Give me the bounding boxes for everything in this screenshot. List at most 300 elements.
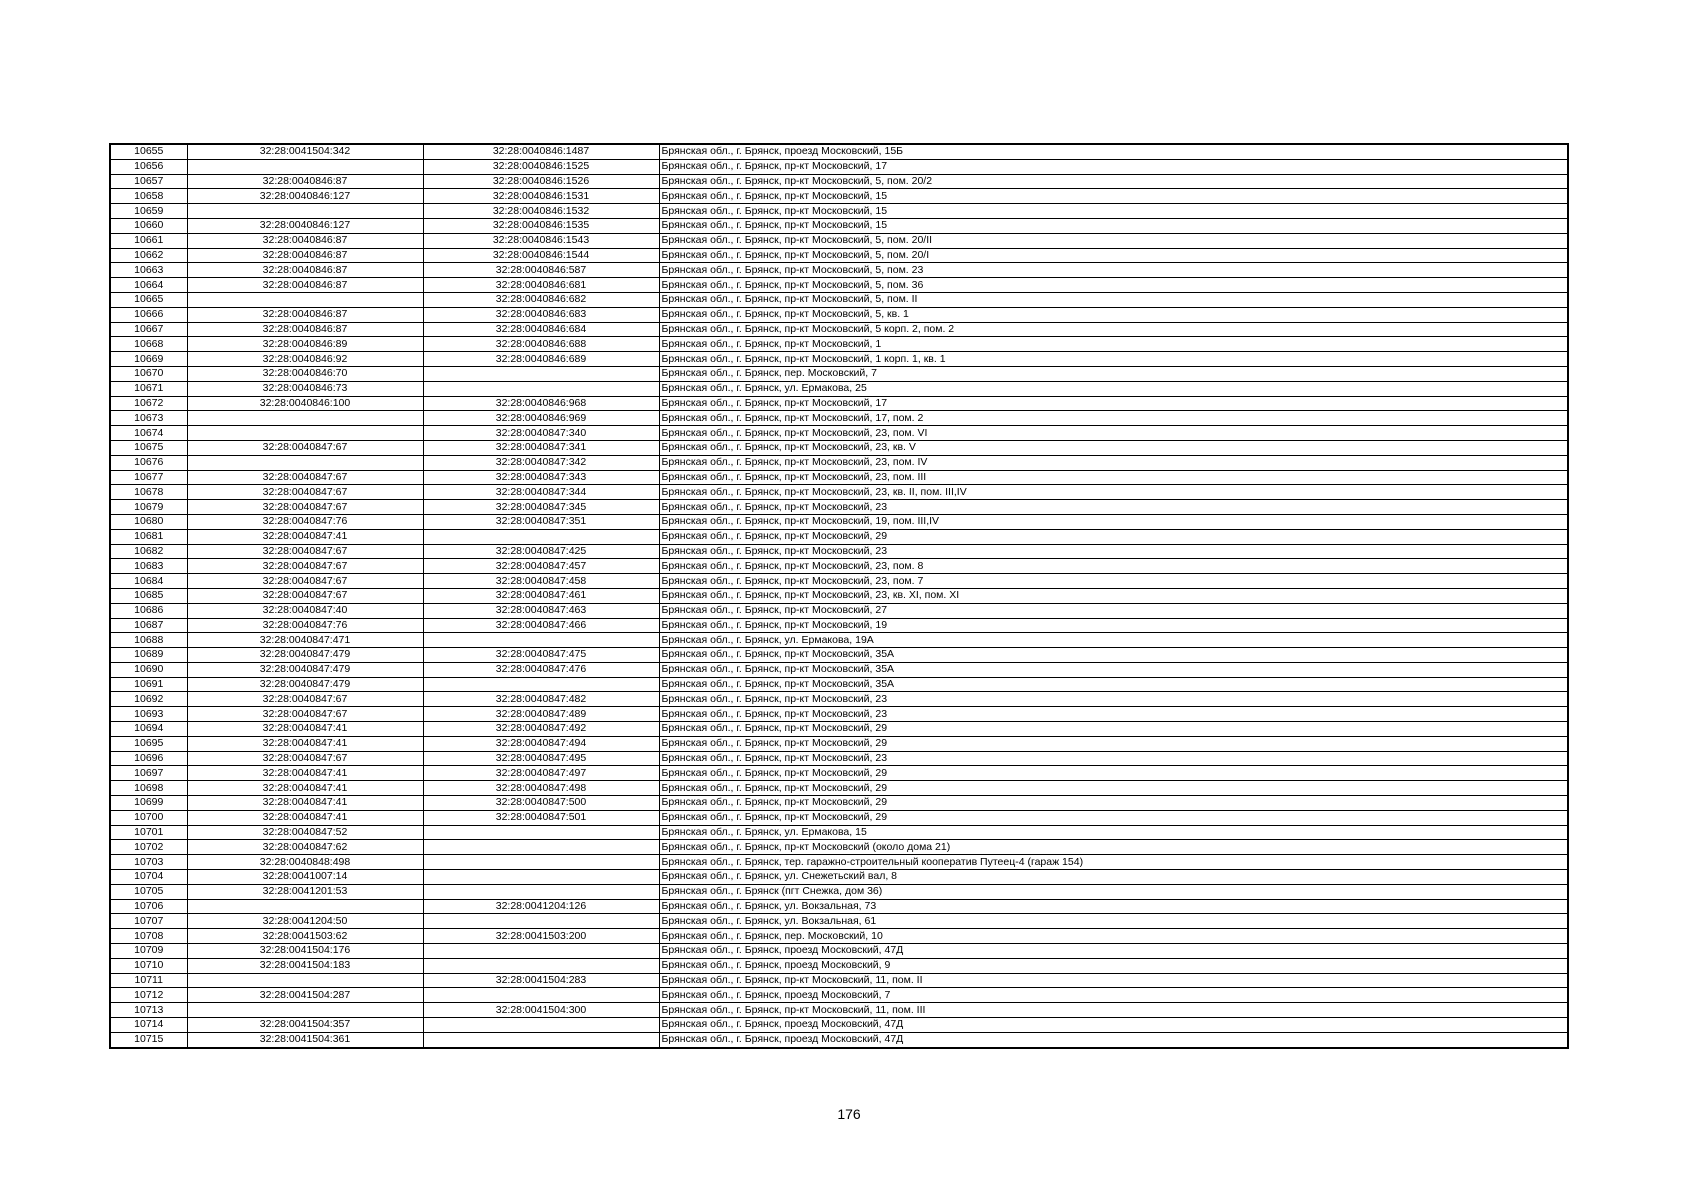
building-number-cell: 32:28:0040847:351 — [423, 514, 659, 529]
building-number-cell: 32:28:0040847:489 — [423, 707, 659, 722]
building-number-cell: 32:28:0040846:1543 — [423, 233, 659, 248]
table-row — [110, 929, 1568, 944]
building-number-cell — [423, 1018, 659, 1033]
building-number-cell: 32:28:0041504:300 — [423, 1003, 659, 1018]
row-number-cell: 10693 — [110, 707, 187, 722]
parcel-number-cell: 32:28:0040846:87 — [187, 307, 423, 322]
parcel-number-cell: 32:28:0040846:89 — [187, 337, 423, 352]
table-row — [110, 766, 1568, 781]
address-cell: Брянская обл., г. Брянск, пр-кт Московский, 11, пом. II — [659, 973, 1568, 988]
table-row — [110, 381, 1568, 396]
building-number-cell: 32:28:0040846:684 — [423, 322, 659, 337]
building-number-cell — [423, 840, 659, 855]
table-row — [110, 736, 1568, 751]
building-number-cell: 32:28:0040847:457 — [423, 559, 659, 574]
building-number-cell: 32:28:0041204:126 — [423, 899, 659, 914]
row-number-cell: 10713 — [110, 1003, 187, 1018]
address-cell: Брянская обл., г. Брянск, пр-кт Московский, 5, пом. 20/I — [659, 248, 1568, 263]
parcel-number-cell — [187, 411, 423, 426]
address-cell: Брянская обл., г. Брянск, пр-кт Московский, 19 — [659, 618, 1568, 633]
parcel-number-cell: 32:28:0040847:67 — [187, 574, 423, 589]
building-number-cell: 32:28:0040847:463 — [423, 603, 659, 618]
table-row — [110, 529, 1568, 544]
parcel-number-cell: 32:28:0040846:87 — [187, 174, 423, 189]
parcel-number-cell: 32:28:0040847:41 — [187, 796, 423, 811]
building-number-cell: 32:28:0040847:498 — [423, 781, 659, 796]
building-number-cell: 32:28:0040847:475 — [423, 648, 659, 663]
building-number-cell — [423, 677, 659, 692]
parcel-number-cell: 32:28:0040847:40 — [187, 603, 423, 618]
row-number-cell: 10676 — [110, 455, 187, 470]
building-number-cell: 32:28:0041503:200 — [423, 929, 659, 944]
building-number-cell: 32:28:0040846:682 — [423, 292, 659, 307]
table-row — [110, 204, 1568, 219]
row-number-cell: 10692 — [110, 692, 187, 707]
address-cell: Брянская обл., г. Брянск, пр-кт Московский, 27 — [659, 603, 1568, 618]
address-cell: Брянская обл., г. Брянск, пр-кт Московский, 29 — [659, 766, 1568, 781]
building-number-cell — [423, 855, 659, 870]
row-number-cell: 10670 — [110, 366, 187, 381]
address-cell: Брянская обл., г. Брянск, пр-кт Московский, 11, пом. III — [659, 1003, 1568, 1018]
row-number-cell: 10666 — [110, 307, 187, 322]
table-row — [110, 396, 1568, 411]
row-number-cell: 10704 — [110, 870, 187, 885]
row-number-cell: 10664 — [110, 278, 187, 293]
table-row — [110, 973, 1568, 988]
building-number-cell: 32:28:0040846:1535 — [423, 218, 659, 233]
address-cell: Брянская обл., г. Брянск, пр-кт Московский, 5, кв. 1 — [659, 307, 1568, 322]
address-cell: Брянская обл., г. Брянск, пр-кт Московский, 5, пом. 23 — [659, 263, 1568, 278]
parcel-number-cell — [187, 455, 423, 470]
table-row — [110, 455, 1568, 470]
building-number-cell: 32:28:0040847:482 — [423, 692, 659, 707]
land-registry-table — [109, 143, 1569, 1049]
address-cell: Брянская обл., г. Брянск, ул. Вокзальная, 61 — [659, 914, 1568, 929]
parcel-number-cell — [187, 426, 423, 441]
table-row — [110, 366, 1568, 381]
address-cell: Брянская обл., г. Брянск, ул. Ермакова, 25 — [659, 381, 1568, 396]
building-number-cell: 32:28:0040847:425 — [423, 544, 659, 559]
building-number-cell — [423, 825, 659, 840]
building-number-cell: 32:28:0040846:968 — [423, 396, 659, 411]
table-row — [110, 958, 1568, 973]
row-number-cell: 10701 — [110, 825, 187, 840]
address-cell: Брянская обл., г. Брянск, пер. Московский, 7 — [659, 366, 1568, 381]
building-number-cell: 32:28:0040847:476 — [423, 662, 659, 677]
table-row — [110, 485, 1568, 500]
building-number-cell: 32:28:0040846:969 — [423, 411, 659, 426]
address-cell: Брянская обл., г. Брянск, пр-кт Московский, 23 — [659, 544, 1568, 559]
parcel-number-cell: 32:28:0040846:87 — [187, 263, 423, 278]
row-number-cell: 10661 — [110, 233, 187, 248]
parcel-number-cell: 32:28:0041504:342 — [187, 144, 423, 159]
table-row — [110, 633, 1568, 648]
parcel-number-cell: 32:28:0040847:67 — [187, 588, 423, 603]
parcel-number-cell: 32:28:0040847:67 — [187, 440, 423, 455]
table-row — [110, 352, 1568, 367]
parcel-number-cell: 32:28:0040847:67 — [187, 707, 423, 722]
parcel-number-cell: 32:28:0041204:50 — [187, 914, 423, 929]
building-number-cell: 32:28:0040847:494 — [423, 736, 659, 751]
address-cell: Брянская обл., г. Брянск, проезд Московский, 47Д — [659, 944, 1568, 959]
address-cell: Брянская обл., г. Брянск, пр-кт Московский, 15 — [659, 204, 1568, 219]
row-number-cell: 10715 — [110, 1032, 187, 1047]
table-row — [110, 899, 1568, 914]
building-number-cell — [423, 633, 659, 648]
address-cell: Брянская обл., г. Брянск, пр-кт Московский, 23 — [659, 500, 1568, 515]
parcel-number-cell: 32:28:0040848:498 — [187, 855, 423, 870]
parcel-number-cell: 32:28:0041504:183 — [187, 958, 423, 973]
building-number-cell: 32:28:0041504:283 — [423, 973, 659, 988]
row-number-cell: 10671 — [110, 381, 187, 396]
building-number-cell: 32:28:0040847:500 — [423, 796, 659, 811]
table-row — [110, 677, 1568, 692]
table-row — [110, 278, 1568, 293]
row-number-cell: 10707 — [110, 914, 187, 929]
table-row — [110, 470, 1568, 485]
table-row — [110, 840, 1568, 855]
parcel-number-cell: 32:28:0040847:41 — [187, 766, 423, 781]
parcel-number-cell: 32:28:0041201:53 — [187, 884, 423, 899]
parcel-number-cell: 32:28:0040847:67 — [187, 559, 423, 574]
building-number-cell: 32:28:0040846:1526 — [423, 174, 659, 189]
parcel-number-cell: 32:28:0041504:361 — [187, 1032, 423, 1047]
row-number-cell: 10665 — [110, 292, 187, 307]
address-cell: Брянская обл., г. Брянск, пр-кт Московский, 29 — [659, 810, 1568, 825]
table-row — [110, 648, 1568, 663]
address-cell: Брянская обл., г. Брянск, пр-кт Московский, 23, пом. IV — [659, 455, 1568, 470]
address-cell: Брянская обл., г. Брянск, пр-кт Московский, 5, пом. 20/2 — [659, 174, 1568, 189]
row-number-cell: 10683 — [110, 559, 187, 574]
row-number-cell: 10659 — [110, 204, 187, 219]
address-cell: Брянская обл., г. Брянск, пр-кт Московский, 23 — [659, 751, 1568, 766]
address-cell: Брянская обл., г. Брянск, пр-кт Московский, 29 — [659, 736, 1568, 751]
address-cell: Брянская обл., г. Брянск, ул. Снежетьский вал, 8 — [659, 870, 1568, 885]
building-number-cell — [423, 988, 659, 1003]
row-number-cell: 10688 — [110, 633, 187, 648]
address-cell: Брянская обл., г. Брянск, пр-кт Московский, 29 — [659, 796, 1568, 811]
building-number-cell: 32:28:0040846:1487 — [423, 144, 659, 159]
address-cell: Брянская обл., г. Брянск, пр-кт Московский, 35А — [659, 677, 1568, 692]
address-cell: Брянская обл., г. Брянск, пр-кт Московский, 19, пом. III,IV — [659, 514, 1568, 529]
address-cell: Брянская обл., г. Брянск, пр-кт Московский, 23, пом. VI — [659, 426, 1568, 441]
parcel-number-cell: 32:28:0040847:67 — [187, 544, 423, 559]
row-number-cell: 10687 — [110, 618, 187, 633]
parcel-number-cell: 32:28:0040847:62 — [187, 840, 423, 855]
building-number-cell: 32:28:0040846:1531 — [423, 189, 659, 204]
building-number-cell: 32:28:0040846:587 — [423, 263, 659, 278]
building-number-cell — [423, 884, 659, 899]
parcel-number-cell: 32:28:0041007:14 — [187, 870, 423, 885]
parcel-number-cell: 32:28:0040846:87 — [187, 233, 423, 248]
row-number-cell: 10696 — [110, 751, 187, 766]
table-row — [110, 751, 1568, 766]
address-cell: Брянская обл., г. Брянск, пр-кт Московский, 15 — [659, 189, 1568, 204]
parcel-number-cell: 32:28:0040847:52 — [187, 825, 423, 840]
building-number-cell: 32:28:0040846:1532 — [423, 204, 659, 219]
building-number-cell: 32:28:0040846:688 — [423, 337, 659, 352]
building-number-cell: 32:28:0040846:689 — [423, 352, 659, 367]
row-number-cell: 10682 — [110, 544, 187, 559]
row-number-cell: 10672 — [110, 396, 187, 411]
table-row — [110, 189, 1568, 204]
row-number-cell: 10668 — [110, 337, 187, 352]
building-number-cell — [423, 870, 659, 885]
address-cell: Брянская обл., г. Брянск, пр-кт Московский, 23, пом. III — [659, 470, 1568, 485]
row-number-cell: 10660 — [110, 218, 187, 233]
row-number-cell: 10669 — [110, 352, 187, 367]
parcel-number-cell: 32:28:0040847:479 — [187, 677, 423, 692]
row-number-cell: 10708 — [110, 929, 187, 944]
table-row — [110, 722, 1568, 737]
parcel-number-cell: 32:28:0040847:76 — [187, 618, 423, 633]
table-row — [110, 307, 1568, 322]
parcel-number-cell: 32:28:0040847:67 — [187, 500, 423, 515]
parcel-number-cell: 32:28:0040846:92 — [187, 352, 423, 367]
address-cell: Брянская обл., г. Брянск, тер. гаражно-строительный кооператив Путеец-4 (гараж 154) — [659, 855, 1568, 870]
parcel-number-cell: 32:28:0040846:87 — [187, 248, 423, 263]
table-row — [110, 337, 1568, 352]
parcel-number-cell: 32:28:0040847:41 — [187, 529, 423, 544]
parcel-number-cell: 32:28:0040846:100 — [187, 396, 423, 411]
table-row — [110, 781, 1568, 796]
parcel-number-cell: 32:28:0040847:67 — [187, 692, 423, 707]
table-row — [110, 618, 1568, 633]
building-number-cell: 32:28:0040847:492 — [423, 722, 659, 737]
address-cell: Брянская обл., г. Брянск, пр-кт Московский, 29 — [659, 722, 1568, 737]
parcel-number-cell: 32:28:0040847:76 — [187, 514, 423, 529]
building-number-cell — [423, 529, 659, 544]
address-cell: Брянская обл., г. Брянск, пр-кт Московский, 1 — [659, 337, 1568, 352]
address-cell: Брянская обл., г. Брянск, проезд Московский, 47Д — [659, 1018, 1568, 1033]
address-cell: Брянская обл., г. Брянск, проезд Московский, 9 — [659, 958, 1568, 973]
address-cell: Брянская обл., г. Брянск, пр-кт Московский, 15 — [659, 218, 1568, 233]
address-cell: Брянская обл., г. Брянск, пр-кт Московский, 35А — [659, 662, 1568, 677]
table-row — [110, 174, 1568, 189]
row-number-cell: 10689 — [110, 648, 187, 663]
table-row — [110, 322, 1568, 337]
parcel-number-cell: 32:28:0040847:41 — [187, 736, 423, 751]
building-number-cell: 32:28:0040847:341 — [423, 440, 659, 455]
address-cell: Брянская обл., г. Брянск, пр-кт Московский, 23 — [659, 692, 1568, 707]
building-number-cell: 32:28:0040846:1544 — [423, 248, 659, 263]
parcel-number-cell: 32:28:0040847:41 — [187, 781, 423, 796]
address-cell: Брянская обл., г. Брянск, пр-кт Московский, 1 корп. 1, кв. 1 — [659, 352, 1568, 367]
address-cell: Брянская обл., г. Брянск (пгт Снежка, дом 36) — [659, 884, 1568, 899]
table-row — [110, 144, 1568, 159]
row-number-cell: 10673 — [110, 411, 187, 426]
address-cell: Брянская обл., г. Брянск, пр-кт Московский, 23, кв. II, пом. III,IV — [659, 485, 1568, 500]
parcel-number-cell: 32:28:0041504:287 — [187, 988, 423, 1003]
row-number-cell: 10691 — [110, 677, 187, 692]
table-row — [110, 810, 1568, 825]
parcel-number-cell: 32:28:0040847:67 — [187, 751, 423, 766]
building-number-cell: 32:28:0040846:1525 — [423, 159, 659, 174]
table-row — [110, 514, 1568, 529]
building-number-cell: 32:28:0040847:342 — [423, 455, 659, 470]
address-cell: Брянская обл., г. Брянск, пр-кт Московский (около дома 21) — [659, 840, 1568, 855]
row-number-cell: 10662 — [110, 248, 187, 263]
building-number-cell: 32:28:0040847:501 — [423, 810, 659, 825]
address-cell: Брянская обл., г. Брянск, пр-кт Московский, 35А — [659, 648, 1568, 663]
building-number-cell — [423, 958, 659, 973]
table-row — [110, 914, 1568, 929]
parcel-number-cell — [187, 292, 423, 307]
row-number-cell: 10685 — [110, 588, 187, 603]
row-number-cell: 10706 — [110, 899, 187, 914]
parcel-number-cell: 32:28:0040847:479 — [187, 662, 423, 677]
address-cell: Брянская обл., г. Брянск, пр-кт Московский, 29 — [659, 529, 1568, 544]
building-number-cell: 32:28:0040846:683 — [423, 307, 659, 322]
row-number-cell: 10680 — [110, 514, 187, 529]
table-row — [110, 440, 1568, 455]
table-row — [110, 574, 1568, 589]
address-cell: Брянская обл., г. Брянск, пр-кт Московский, 17, пом. 2 — [659, 411, 1568, 426]
row-number-cell: 10710 — [110, 958, 187, 973]
row-number-cell: 10709 — [110, 944, 187, 959]
address-cell: Брянская обл., г. Брянск, пр-кт Московский, 5, пом. 20/II — [659, 233, 1568, 248]
row-number-cell: 10702 — [110, 840, 187, 855]
row-number-cell: 10700 — [110, 810, 187, 825]
table-row — [110, 855, 1568, 870]
row-number-cell: 10712 — [110, 988, 187, 1003]
table-row — [110, 411, 1568, 426]
row-number-cell: 10677 — [110, 470, 187, 485]
row-number-cell: 10675 — [110, 440, 187, 455]
table-row — [110, 603, 1568, 618]
table-row — [110, 870, 1568, 885]
parcel-number-cell — [187, 204, 423, 219]
row-number-cell: 10694 — [110, 722, 187, 737]
row-number-cell: 10657 — [110, 174, 187, 189]
building-number-cell: 32:28:0040847:344 — [423, 485, 659, 500]
row-number-cell: 10697 — [110, 766, 187, 781]
building-number-cell: 32:28:0040846:681 — [423, 278, 659, 293]
building-number-cell: 32:28:0040847:461 — [423, 588, 659, 603]
parcel-number-cell — [187, 899, 423, 914]
address-cell: Брянская обл., г. Брянск, проезд Московский, 47Д — [659, 1032, 1568, 1047]
parcel-number-cell — [187, 973, 423, 988]
address-cell: Брянская обл., г. Брянск, проезд Московский, 7 — [659, 988, 1568, 1003]
building-number-cell: 32:28:0040847:466 — [423, 618, 659, 633]
parcel-number-cell: 32:28:0040847:67 — [187, 470, 423, 485]
table-row — [110, 692, 1568, 707]
table-row — [110, 1003, 1568, 1018]
parcel-number-cell: 32:28:0041503:62 — [187, 929, 423, 944]
address-cell: Брянская обл., г. Брянск, пр-кт Московский, 17 — [659, 396, 1568, 411]
address-cell: Брянская обл., г. Брянск, пр-кт Московский, 5, пом. II — [659, 292, 1568, 307]
row-number-cell: 10678 — [110, 485, 187, 500]
table-row — [110, 263, 1568, 278]
building-number-cell: 32:28:0040847:340 — [423, 426, 659, 441]
row-number-cell: 10690 — [110, 662, 187, 677]
building-number-cell — [423, 944, 659, 959]
parcel-number-cell: 32:28:0040847:41 — [187, 810, 423, 825]
page-number: 176 — [837, 1106, 861, 1122]
building-number-cell: 32:28:0040847:495 — [423, 751, 659, 766]
table-row — [110, 662, 1568, 677]
row-number-cell: 10711 — [110, 973, 187, 988]
table-row — [110, 159, 1568, 174]
row-number-cell: 10705 — [110, 884, 187, 899]
address-cell: Брянская обл., г. Брянск, пр-кт Московский, 5, пом. 36 — [659, 278, 1568, 293]
parcel-number-cell — [187, 159, 423, 174]
building-number-cell: 32:28:0040847:458 — [423, 574, 659, 589]
address-cell: Брянская обл., г. Брянск, пр-кт Московский, 29 — [659, 781, 1568, 796]
row-number-cell: 10695 — [110, 736, 187, 751]
row-number-cell: 10674 — [110, 426, 187, 441]
row-number-cell: 10663 — [110, 263, 187, 278]
parcel-number-cell: 32:28:0040847:479 — [187, 648, 423, 663]
address-cell: Брянская обл., г. Брянск, пр-кт Московский, 23, кв. V — [659, 440, 1568, 455]
table-row — [110, 825, 1568, 840]
parcel-number-cell: 32:28:0041504:176 — [187, 944, 423, 959]
row-number-cell: 10699 — [110, 796, 187, 811]
table-row — [110, 559, 1568, 574]
table-row — [110, 292, 1568, 307]
parcel-number-cell: 32:28:0040846:87 — [187, 322, 423, 337]
address-cell: Брянская обл., г. Брянск, пр-кт Московский, 23, пом. 7 — [659, 574, 1568, 589]
parcel-number-cell: 32:28:0040846:73 — [187, 381, 423, 396]
table-row — [110, 707, 1568, 722]
row-number-cell: 10714 — [110, 1018, 187, 1033]
table-row — [110, 1018, 1568, 1033]
table-row — [110, 588, 1568, 603]
parcel-number-cell: 32:28:0041504:357 — [187, 1018, 423, 1033]
table-row — [110, 1032, 1568, 1047]
address-cell: Брянская обл., г. Брянск, проезд Московский, 15Б — [659, 144, 1568, 159]
address-cell: Брянская обл., г. Брянск, ул. Ермакова, 15 — [659, 825, 1568, 840]
table-body — [110, 144, 1568, 1048]
table-row — [110, 884, 1568, 899]
table-row — [110, 500, 1568, 515]
building-number-cell: 32:28:0040847:345 — [423, 500, 659, 515]
table-row — [110, 218, 1568, 233]
row-number-cell: 10698 — [110, 781, 187, 796]
parcel-number-cell: 32:28:0040846:127 — [187, 218, 423, 233]
address-cell: Брянская обл., г. Брянск, пр-кт Московский, 23, пом. 8 — [659, 559, 1568, 574]
address-cell: Брянская обл., г. Брянск, пр-кт Московский, 5 корп. 2, пом. 2 — [659, 322, 1568, 337]
row-number-cell: 10684 — [110, 574, 187, 589]
parcel-number-cell: 32:28:0040847:471 — [187, 633, 423, 648]
table-row — [110, 944, 1568, 959]
table-row — [110, 544, 1568, 559]
table-row — [110, 988, 1568, 1003]
table-row — [110, 233, 1568, 248]
row-number-cell: 10655 — [110, 144, 187, 159]
row-number-cell: 10681 — [110, 529, 187, 544]
building-number-cell: 32:28:0040847:497 — [423, 766, 659, 781]
table-row — [110, 426, 1568, 441]
address-cell: Брянская обл., г. Брянск, пер. Московский, 10 — [659, 929, 1568, 944]
parcel-number-cell: 32:28:0040847:41 — [187, 722, 423, 737]
address-cell: Брянская обл., г. Брянск, ул. Вокзальная, 73 — [659, 899, 1568, 914]
row-number-cell: 10703 — [110, 855, 187, 870]
row-number-cell: 10656 — [110, 159, 187, 174]
table-row — [110, 796, 1568, 811]
parcel-number-cell: 32:28:0040846:70 — [187, 366, 423, 381]
address-cell: Брянская обл., г. Брянск, ул. Ермакова, 19А — [659, 633, 1568, 648]
row-number-cell: 10658 — [110, 189, 187, 204]
parcel-number-cell: 32:28:0040846:87 — [187, 278, 423, 293]
building-number-cell: 32:28:0040847:343 — [423, 470, 659, 485]
parcel-number-cell: 32:28:0040847:67 — [187, 485, 423, 500]
row-number-cell: 10679 — [110, 500, 187, 515]
building-number-cell — [423, 914, 659, 929]
address-cell: Брянская обл., г. Брянск, пр-кт Московский, 23 — [659, 707, 1568, 722]
table-row — [110, 248, 1568, 263]
parcel-number-cell — [187, 1003, 423, 1018]
